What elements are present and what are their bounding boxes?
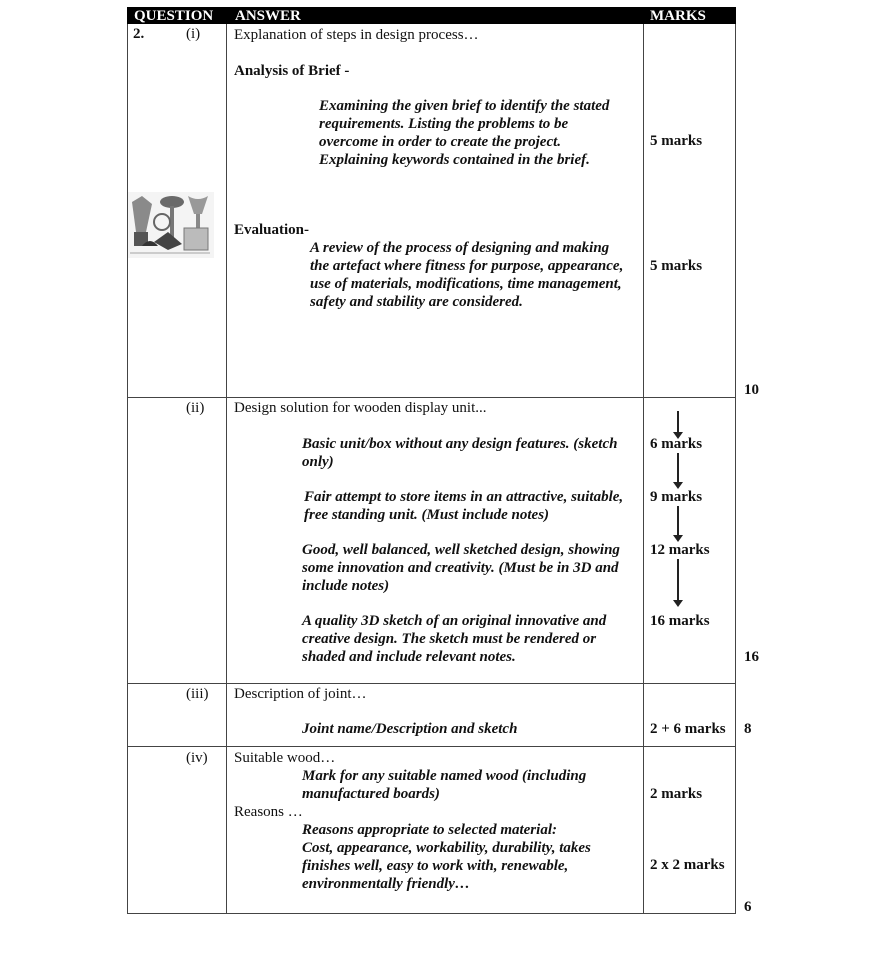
header-question: QUESTION — [134, 8, 214, 24]
level-4-text: A quality 3D sketch of an original innovative and creative design. The sketch must be rendered or shaded and include relevant notes. — [302, 613, 607, 665]
part4-intro: Suitable wood… — [234, 750, 336, 766]
analysis-marks: 5 marks — [650, 133, 703, 149]
part-label-i: (i) — [186, 26, 201, 42]
wood-text: Mark for any suitable named wood (including manufactured boards) — [302, 768, 587, 802]
part1-total: 10 — [744, 382, 759, 398]
reasons-marks: 2 x 2 marks — [650, 857, 725, 873]
level-1-marks: 6 marks — [650, 436, 703, 452]
joint-line: Joint name/Description and sketch — [302, 721, 518, 737]
joint-marks: 2 + 6 marks — [650, 721, 726, 737]
level-2-text: Fair attempt to store items in an attractive, suitable, free standing unit. (Must include notes) — [304, 489, 624, 523]
level-2-marks: 9 marks — [650, 489, 703, 505]
divider-question-answer — [226, 24, 227, 914]
part4-total: 6 — [744, 899, 752, 915]
table-bottom — [127, 913, 736, 914]
part1-intro: Explanation of steps in design process… — [234, 27, 479, 43]
header-marks: MARKS — [650, 8, 706, 24]
level-4-marks: 16 marks — [650, 613, 710, 629]
down-arrow-icon — [677, 453, 679, 483]
level-3-marks: 12 marks — [650, 542, 710, 558]
row-divider-2 — [127, 683, 736, 684]
header-answer: ANSWER — [235, 8, 301, 24]
part-label-iii: (iii) — [186, 686, 209, 702]
table-header — [127, 7, 736, 24]
level-3-text: Good, well balanced, well sketched design, showing some innovation and creativity. (Must be in 3D and include notes) — [302, 542, 620, 594]
evaluation-text: A review of the process of designing and making the artefact where fitness for purpose, appearance, use of materials, modifications, time management, safety and stability are considered. — [310, 240, 624, 310]
border-right — [735, 24, 736, 914]
part3-total: 8 — [744, 721, 752, 737]
evaluation-marks: 5 marks — [650, 258, 703, 274]
part2-intro: Design solution for wooden display unit... — [234, 400, 487, 416]
row-divider-1 — [127, 397, 736, 398]
part3-intro: Description of joint… — [234, 686, 367, 702]
down-arrow-icon — [677, 411, 679, 433]
part-label-ii: (ii) — [186, 400, 205, 416]
divider-answer-marks — [643, 24, 644, 914]
question-number: 2. — [133, 26, 145, 42]
down-arrow-icon — [677, 559, 679, 601]
artefacts-image — [128, 192, 214, 258]
part-label-iv: (iv) — [186, 750, 208, 766]
analysis-heading: Analysis of Brief - — [234, 63, 350, 79]
analysis-text: Examining the given brief to identify the stated requirements. Listing the problems to be overcome in order to create the project. Explaining keywords contained in the brief. — [319, 98, 610, 168]
level-1-text: Basic unit/box without any design features. (sketch only) — [302, 436, 618, 470]
evaluation-heading: Evaluation- — [234, 222, 310, 238]
wood-marks: 2 marks — [650, 786, 703, 802]
reasons-text: Reasons appropriate to selected material: Cost, appearance, workability, durability, takes finishes well, easy to work with, renewable, environmentally friendly… — [302, 822, 591, 892]
row-divider-3 — [127, 746, 736, 747]
reasons-label: Reasons … — [234, 804, 303, 820]
border-left — [127, 24, 128, 914]
down-arrow-icon — [677, 506, 679, 536]
part2-total: 16 — [744, 649, 759, 665]
